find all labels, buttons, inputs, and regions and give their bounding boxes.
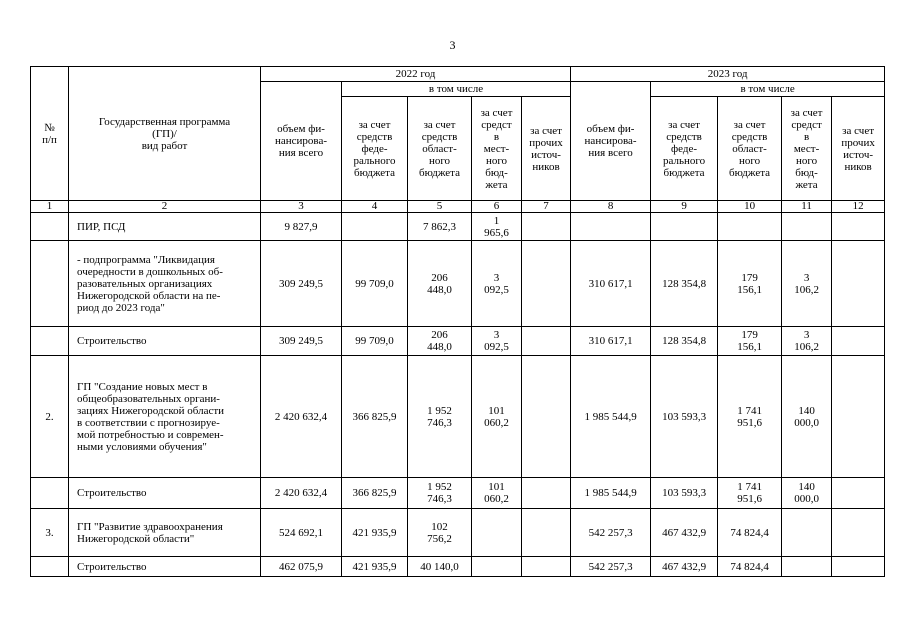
page-number: 3 — [449, 38, 456, 52]
cell-oth-2022 — [522, 241, 571, 327]
cell-loc-2023: 3 106,2 — [782, 241, 832, 327]
cell-loc-2022: 3 092,5 — [472, 327, 522, 356]
column-number: 3 — [261, 201, 342, 213]
row-program-name: ГП "Создание новых мест в общеобразовательных органи- зациях Нижегородской области в соответствии с прогнозируе- мой потребностью и современ- ными условиями обучения" — [69, 356, 261, 478]
cell-loc-2023: 140 000,0 — [782, 478, 832, 509]
cell-reg-2022: 206 448,0 — [408, 327, 472, 356]
header-program: Государственная программа (ГП)/ вид работ — [69, 67, 261, 201]
header-loc-2023: за счет средст в мест- ного бюд- жета — [782, 97, 832, 201]
row-program-name: Строительство — [69, 557, 261, 577]
cell-loc-2022: 101 060,2 — [472, 478, 522, 509]
cell-reg-2023 — [718, 213, 782, 241]
cell-reg-2022: 40 140,0 — [408, 557, 472, 577]
cell-total-2022: 462 075,9 — [261, 557, 342, 577]
cell-oth-2023 — [832, 356, 885, 478]
column-number: 1 — [31, 201, 69, 213]
header-fed-2022: за счет средств феде- рального бюджета — [342, 97, 408, 201]
cell-loc-2022: 1 965,6 — [472, 213, 522, 241]
cell-reg-2022: 7 862,3 — [408, 213, 472, 241]
cell-fed-2023: 467 432,9 — [651, 509, 718, 557]
cell-fed-2022 — [342, 213, 408, 241]
header-total-2022: объем фи- нансирова- ния всего — [261, 82, 342, 201]
cell-reg-2023: 1 741 951,6 — [718, 478, 782, 509]
column-number: 6 — [472, 201, 522, 213]
table-row — [31, 557, 885, 577]
header-incl-2022: в том числе — [342, 82, 571, 97]
row-program-name: ГП "Развитие здравоохранения Нижегородской области" — [69, 509, 261, 557]
cell-fed-2023: 103 593,3 — [651, 478, 718, 509]
cell-oth-2022 — [522, 478, 571, 509]
cell-total-2022: 9 827,9 — [261, 213, 342, 241]
column-number: 10 — [718, 201, 782, 213]
cell-total-2023: 310 617,1 — [571, 327, 651, 356]
cell-loc-2023 — [782, 557, 832, 577]
cell-reg-2023: 74 824,4 — [718, 509, 782, 557]
column-number: 11 — [782, 201, 832, 213]
header-reg-2022: за счет средств област- ного бюджета — [408, 97, 472, 201]
row-program-name: ПИР, ПСД — [69, 213, 261, 241]
cell-total-2023: 542 257,3 — [571, 557, 651, 577]
cell-total-2022: 309 249,5 — [261, 327, 342, 356]
cell-loc-2023 — [782, 213, 832, 241]
row-number: 3. — [31, 509, 69, 557]
row-number — [31, 478, 69, 509]
header-row-years — [31, 67, 885, 82]
cell-total-2023: 1 985 544,9 — [571, 478, 651, 509]
cell-reg-2022: 206 448,0 — [408, 241, 472, 327]
cell-total-2023 — [571, 213, 651, 241]
cell-oth-2023 — [832, 327, 885, 356]
cell-fed-2022: 366 825,9 — [342, 356, 408, 478]
column-number: 9 — [651, 201, 718, 213]
row-program-name: Строительство — [69, 478, 261, 509]
header-fed-2023: за счет средств феде- рального бюджета — [651, 97, 718, 201]
header-year-2023: 2023 год — [571, 67, 885, 82]
row-number — [31, 327, 69, 356]
cell-total-2022: 2 420 632,4 — [261, 478, 342, 509]
cell-oth-2022 — [522, 327, 571, 356]
cell-total-2022: 524 692,1 — [261, 509, 342, 557]
cell-oth-2023 — [832, 509, 885, 557]
cell-loc-2023: 3 106,2 — [782, 327, 832, 356]
table-row — [31, 213, 885, 241]
header-num: № п/п — [31, 67, 69, 201]
cell-loc-2022: 3 092,5 — [472, 241, 522, 327]
row-program-name: - подпрограмма "Ликвидация очередности в дошкольных об- разовательных организациях Нижегородской области на пе- риод до 2023 года" — [69, 241, 261, 327]
cell-loc-2023 — [782, 509, 832, 557]
column-number: 4 — [342, 201, 408, 213]
header-oth-2022: за счет прочих источ- ников — [522, 97, 571, 201]
header-oth-2023: за счет прочих источ- ников — [832, 97, 885, 201]
cell-oth-2023 — [832, 241, 885, 327]
cell-oth-2023 — [832, 478, 885, 509]
row-number — [31, 213, 69, 241]
cell-oth-2022 — [522, 509, 571, 557]
column-number: 5 — [408, 201, 472, 213]
cell-reg-2022: 102 756,2 — [408, 509, 472, 557]
cell-oth-2022 — [522, 213, 571, 241]
column-number: 7 — [522, 201, 571, 213]
cell-loc-2022 — [472, 557, 522, 577]
cell-oth-2022 — [522, 557, 571, 577]
table-row — [31, 478, 885, 509]
header-incl-2023: в том числе — [651, 82, 885, 97]
row-number: 2. — [31, 356, 69, 478]
table-row — [31, 356, 885, 478]
row-number — [31, 557, 69, 577]
cell-loc-2022 — [472, 509, 522, 557]
cell-reg-2023: 179 156,1 — [718, 327, 782, 356]
cell-total-2022: 309 249,5 — [261, 241, 342, 327]
table-row — [31, 241, 885, 327]
cell-fed-2022: 99 709,0 — [342, 327, 408, 356]
cell-reg-2023: 179 156,1 — [718, 241, 782, 327]
column-number: 12 — [832, 201, 885, 213]
cell-fed-2022: 366 825,9 — [342, 478, 408, 509]
cell-reg-2023: 1 741 951,6 — [718, 356, 782, 478]
cell-fed-2023 — [651, 213, 718, 241]
cell-oth-2022 — [522, 356, 571, 478]
budget-table — [30, 66, 885, 577]
cell-reg-2022: 1 952 746,3 — [408, 478, 472, 509]
table-row — [31, 509, 885, 557]
cell-fed-2023: 103 593,3 — [651, 356, 718, 478]
cell-oth-2023 — [832, 213, 885, 241]
column-number-row — [31, 201, 885, 213]
cell-fed-2022: 421 935,9 — [342, 557, 408, 577]
cell-oth-2023 — [832, 557, 885, 577]
header-total-2023: объем фи- нансирова- ния всего — [571, 82, 651, 201]
cell-fed-2023: 128 354,8 — [651, 327, 718, 356]
cell-loc-2023: 140 000,0 — [782, 356, 832, 478]
cell-total-2023: 542 257,3 — [571, 509, 651, 557]
cell-total-2023: 310 617,1 — [571, 241, 651, 327]
table-row — [31, 327, 885, 356]
header-loc-2022: за счет средст в мест- ного бюд- жета — [472, 97, 522, 201]
cell-loc-2022: 101 060,2 — [472, 356, 522, 478]
column-number: 2 — [69, 201, 261, 213]
cell-fed-2022: 421 935,9 — [342, 509, 408, 557]
column-number: 8 — [571, 201, 651, 213]
cell-fed-2023: 128 354,8 — [651, 241, 718, 327]
cell-reg-2023: 74 824,4 — [718, 557, 782, 577]
cell-total-2022: 2 420 632,4 — [261, 356, 342, 478]
header-year-2022: 2022 год — [261, 67, 571, 82]
row-number — [31, 241, 69, 327]
cell-total-2023: 1 985 544,9 — [571, 356, 651, 478]
row-program-name: Строительство — [69, 327, 261, 356]
cell-fed-2023: 467 432,9 — [651, 557, 718, 577]
cell-reg-2022: 1 952 746,3 — [408, 356, 472, 478]
header-reg-2023: за счет средств област- ного бюджета — [718, 97, 782, 201]
cell-fed-2022: 99 709,0 — [342, 241, 408, 327]
